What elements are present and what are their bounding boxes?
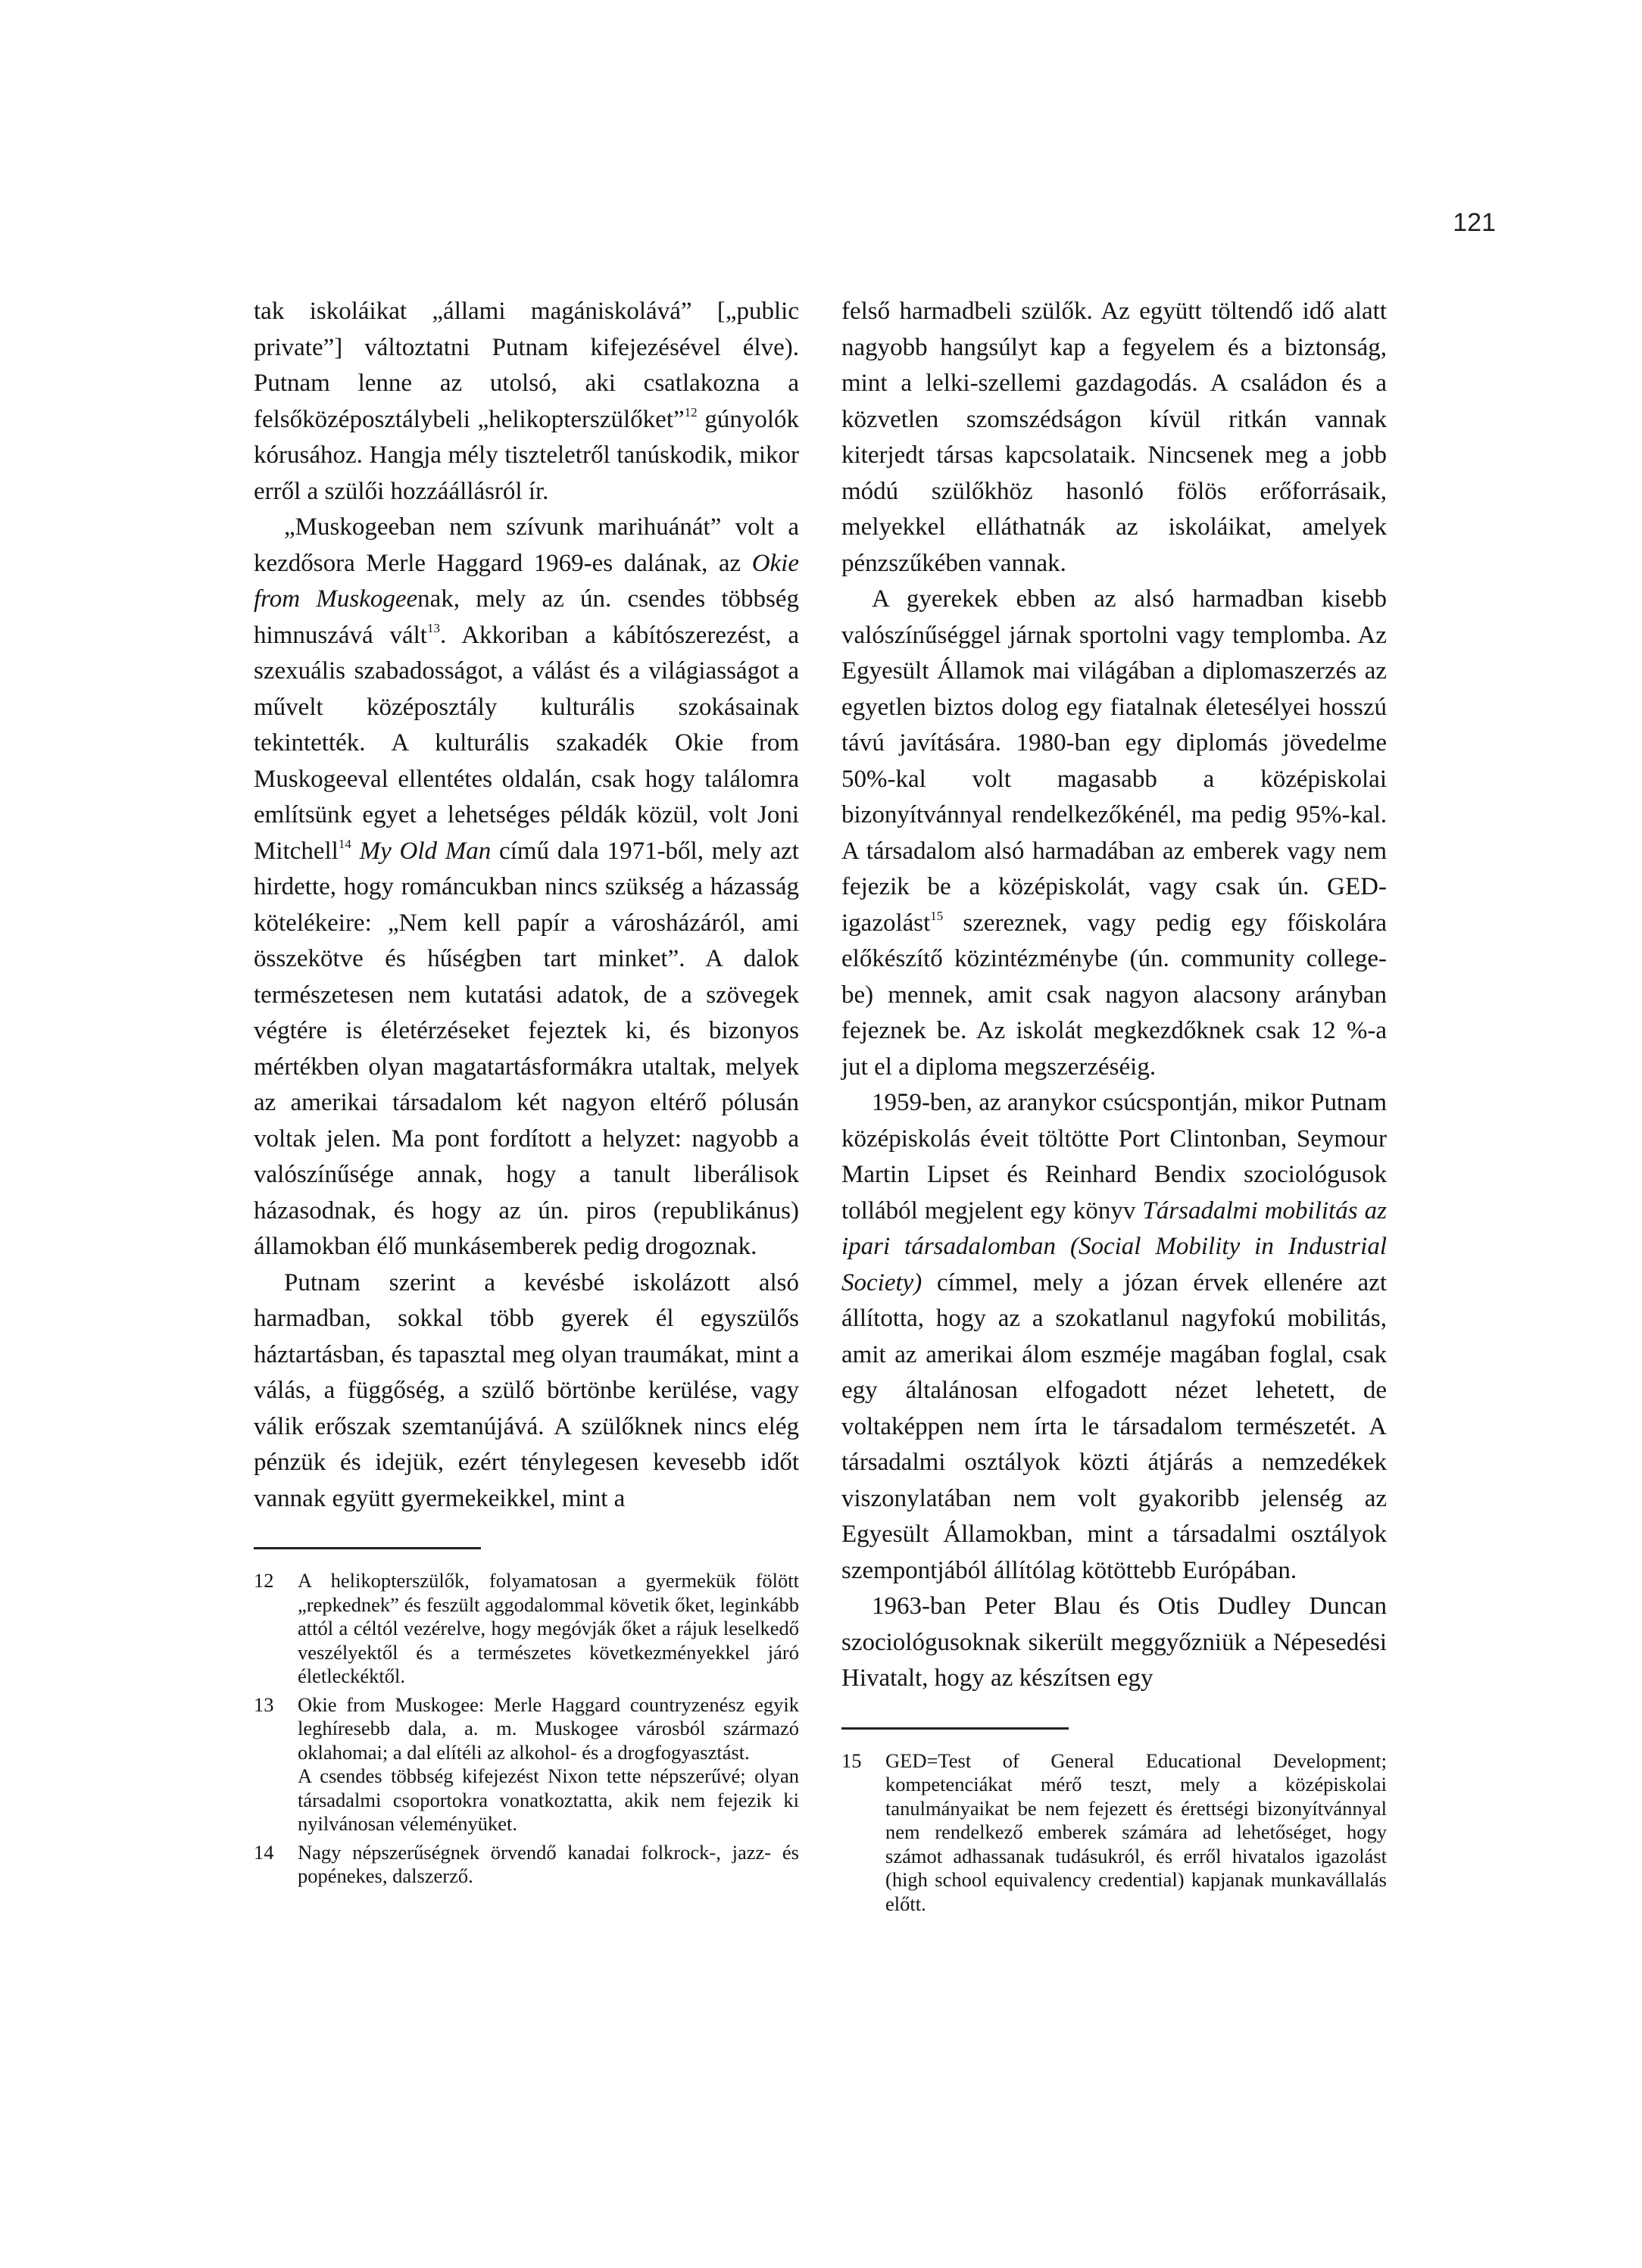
footnote-reference: 12	[684, 404, 698, 420]
right-footnotes	[841, 1749, 1387, 1917]
footnote-text	[885, 1749, 1387, 1917]
text-run: „Muskogeeban nem szívunk marihuánát” volt a kezdősora Merle Haggard 1969-es dalának, az	[254, 513, 799, 577]
footnote-number: 15	[841, 1749, 862, 1772]
italic-title: Okie from Muskogee	[254, 549, 799, 613]
paragraph	[254, 1265, 799, 1518]
text-run: 1963-ban Peter Blau és Otis Dudley Duncan szociológusoknak sikerült meggyőzniük a Népesedési Hivatalt, hogy az készítsen egy	[841, 1593, 1387, 1692]
page-number: 121	[1453, 208, 1496, 237]
paragraph	[841, 582, 1387, 1085]
footnote-divider	[841, 1727, 1069, 1730]
footnote-line: Nagy népszerűségnek örvendő kanadai folkrock-, jazz- és popénekes, dalszerző.	[298, 1840, 799, 1887]
text-run: . Akkoriban a kábítószerezést, a szexuális szabadosságot, a válást és a világiasságot a művelt középosztály kulturális szokásainak tekintették. A kulturális szakadék Okie from Muskogeeval ellentétes oldalán, csak hogy találomra említsünk egyet a lehetséges példák közül, volt Joni Mitchell	[254, 621, 799, 865]
paragraph	[841, 294, 1387, 582]
left-body-text	[254, 294, 799, 1517]
text-run: A gyerekek ebben az alsó harmadban kisebb valószínűséggel járnak sportolni vagy templomba. Az Egyesült Államok mai világában a diplomaszerzés az egyetlen biztos dolog egy fiatalnak életesélyei hosszú távú javítására. 1980-ban egy diplomás jövedelme 50%-kal volt magasabb a középiskolai bizonyítvánnyal rendelkezőkénél, ma pedig 95%-kal. A társadalom alsó harmadában az emberek vagy nem fejezik be a középiskolát, vagy csak ún. GED-igazolást	[841, 585, 1387, 937]
footnote	[254, 1569, 799, 1689]
paragraph	[254, 294, 799, 510]
paragraph	[254, 510, 799, 1265]
text-run: felső harmadbeli szülők. Az együtt töltendő idő alatt nagyobb hangsúlyt kap a fegyelem és a biztonság, mint a lelki-szellemi gazdagodás. A családon és a közvetlen szomszédságon kívül ritkán vannak kiterjedt társas kapcsolataik. Nincsenek meg a jobb módú szülőkhöz hasonló fölös erőforrásaik, melyekkel elláthatnák az iskoláikat, amelyek pénzszűkében vannak.	[841, 298, 1387, 577]
footnote	[841, 1749, 1387, 1917]
footnote-text	[298, 1693, 799, 1836]
text-run: szereznek, vagy pedig egy főiskolára előkészítő közintézménybe (ún. community college-be) mennek, amit csak nagyon alacsony arányban fejeznek be. Az iskolát megkezdőknek csak 12 %-a jut el a diploma megszerzéséig.	[841, 909, 1387, 1081]
footnote-text	[298, 1841, 799, 1889]
paragraph	[841, 1085, 1387, 1589]
footnote-line: A helikopterszülők, folyamatosan a gyermekük fölött „repkednek” és feszült aggodalommal követik őket, leginkább attól a céltól vezérelve, hogy megóvják őket a rájuk leselkedő veszélyektől és a természetes következményekkel járó életleckéktől.	[298, 1569, 799, 1687]
footnote-number: 13	[254, 1692, 274, 1716]
footnote-reference: 15	[930, 908, 944, 923]
footnote-reference: 14	[338, 836, 351, 851]
footnote-text	[298, 1569, 799, 1689]
right-body-text	[841, 294, 1387, 1697]
right-column	[841, 294, 1387, 1920]
left-footnotes	[254, 1569, 799, 1889]
text-run: című dala 1971-ből, mely azt hirdette, hogy románcukban nincs szükség a házasság kötelékeire: „Nem kell papír a városházáról, ami összekötve és hűségben tart minket”. A dalok természetesen nem kutatási adatok, de a szövegek végtére is életérzéseket fejeztek ki, és bizonyos mértékben olyan magatartásformákra utaltak, melyek az amerikai társadalom két nagyon eltérő pólusán voltak jelen. Ma pont fordított a helyzet: nagyobb a valószínűsége annak, hogy a tanult liberálisok házasodnak, és hogy az ún. piros (republikánus) államokban élő munkásemberek pedig drogoznak.	[254, 837, 799, 1260]
italic-title: My Old Man	[359, 837, 492, 865]
footnote	[254, 1693, 799, 1836]
footnote	[254, 1841, 799, 1889]
text-run: 1959-ben, az aranykor csúcspontján, mikor Putnam középiskolás éveit töltötte Port Clintonban, Seymour Martin Lipset és Reinhard Bendix szociológusok tollából megjelent egy könyv	[841, 1089, 1387, 1224]
footnote-line: GED=Test of General Educational Development; kompetenciákat mérő teszt, mely a középiskolai tanulmányaikat be nem fejezett és érettségi bizonyítvánnyal nem rendelkező emberek számára ad lehetőséget, hogy számot adhassanak tudásukról, és erről hivatalos igazolást (high school equivalency credential) kapjanak munkavállalás előtt.	[885, 1749, 1387, 1915]
paragraph	[841, 1589, 1387, 1697]
footnote-number: 12	[254, 1569, 274, 1592]
text-run: Putnam szerint a kevésbé iskolázott alsó harmadban, sokkal több gyerek él egyszülős háztartásban, és tapasztal meg olyan traumákat, mint a válás, a függőség, a szülő börtönbe kerülése, vagy válik erőszak szemtanújává. A szülőknek nincs elég pénzük és idejük, ezért ténylegesen kevesebb időt vannak együtt gyermekeikkel, mint a	[254, 1268, 799, 1512]
footnote-line: Okie from Muskogee: Merle Haggard countryzenész egyik leghíresebb dala, a. m. Muskogee városból származó oklahomai; a dal elítéli az alkohol- és a drogfogyasztást.	[298, 1692, 799, 1764]
italic-title: Társadalmi mobilitás az ipari társadalomban (Social Mobility in Industrial Society)	[841, 1196, 1387, 1296]
text-run: címmel, mely a józan érvek ellenére azt állította, hogy az a szokatlanul nagyfokú mobilitás, amit az amerikai álom eszméje magában foglal, csak egy általánosan elfogadott nézet lehetett, de voltaképpen nem írta le társadalom természetét. A társadalmi osztályok közti átjárás a nemzedékek viszonylatában nem volt gyakoribb jelenség az Egyesült Államokban, mint a társadalmi osztályok szempontjából állítólag kötöttebb Európában.	[841, 1268, 1387, 1584]
text-run: nak, mely az ún. csendes többség himnuszává vált	[254, 585, 799, 649]
footnote-number: 14	[254, 1840, 274, 1864]
text-run	[351, 838, 360, 865]
footnote-reference: 13	[426, 620, 440, 635]
text-run: tak iskoláikat „állami magániskolává” [„public private”] változtatni Putnam kifejezésével élve). Putnam lenne az utolsó, aki csatlakozna a felsőközéposztálybeli „helikopterszülőket”	[254, 298, 799, 433]
text-run: gúnyolók kórusához. Hangja mély tiszteletről tanúskodik, mikor erről a szülői hozzáállásról ír.	[254, 405, 799, 505]
left-column	[254, 294, 799, 1893]
footnote-line: A csendes többség kifejezést Nixon tette népszerűvé; olyan társadalmi csoportokra vonatkoztatta, akik nem fejezik ki nyilvánosan véleményüket.	[298, 1764, 799, 1835]
footnote-divider	[254, 1547, 481, 1549]
